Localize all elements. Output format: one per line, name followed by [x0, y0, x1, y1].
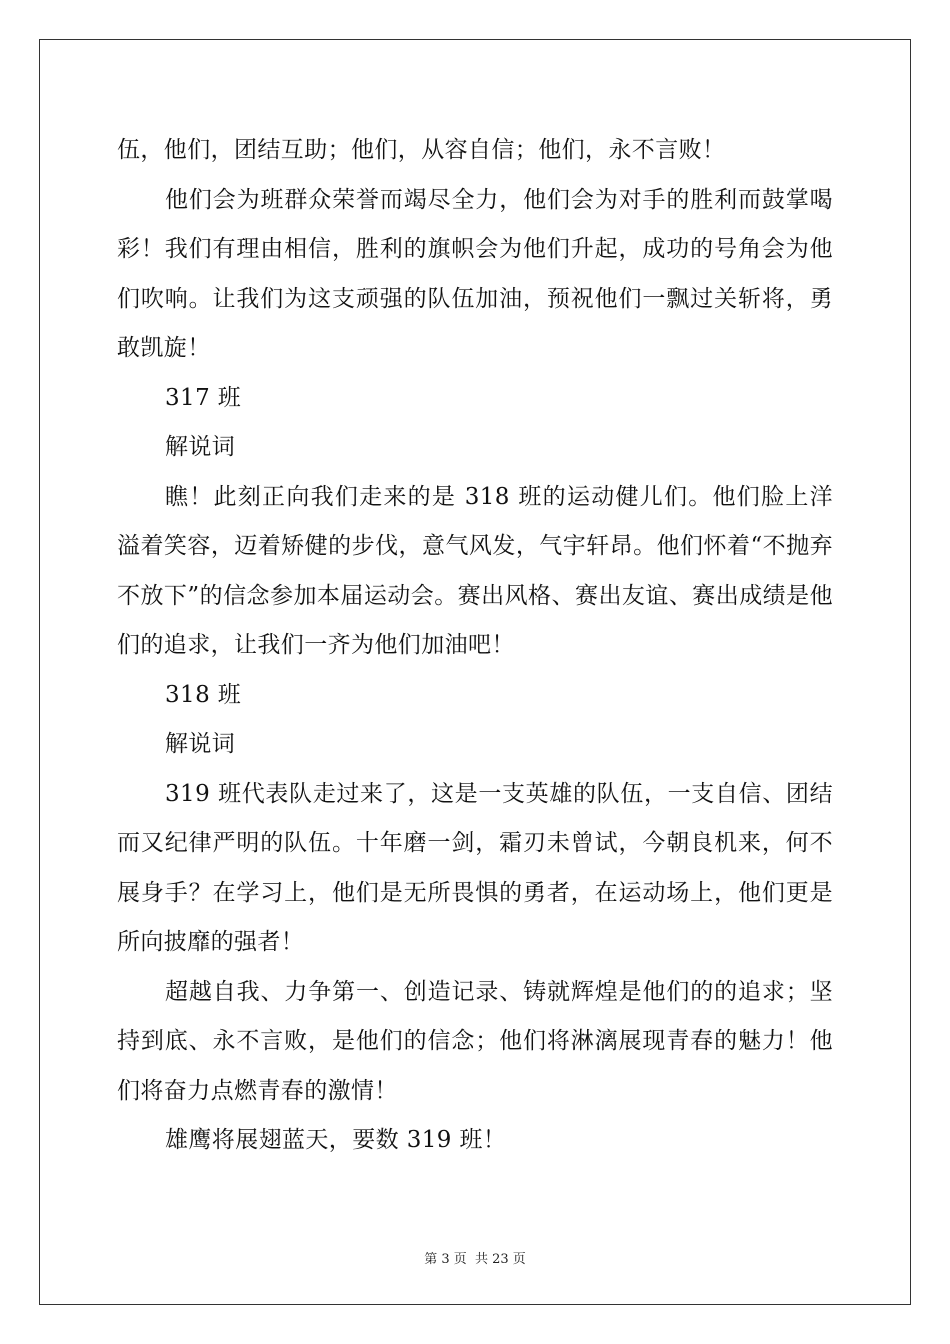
page-footer [0, 1248, 950, 1267]
document-body [117, 126, 833, 1166]
page-number: 第 3 页 [424, 1252, 467, 1267]
paragraph: 超越自我、力争第一、创造记录、铸就辉煌是他们的的追求；坚持到底、永不言败，是他们的信念；他们将淋漓展现青春的魅力！他们将奋力点燃青春的激情！ [117, 978, 833, 1104]
section-subheading: 解说词 [165, 434, 236, 460]
paragraph: 雄鹰将展翅蓝天，要数 319 班！ [165, 1127, 507, 1153]
section-heading: 317 班 [165, 384, 242, 411]
paragraph: 伍，他们，团结互助；他们，从容自信；他们，永不言败！ [117, 137, 726, 163]
paragraph: 瞧！此刻正向我们走来的是 318 班的运动健儿们。他们脸上洋溢着笑容，迈着矫健的步伐，意气风发，气宇轩昂。他们怀着“不抛弃不放下”的信念参加本届运动会。赛出风格、赛出友谊、赛出成绩是他们的追求，让我们一齐为他们加油吧！ [117, 483, 833, 658]
section-heading: 318 班 [165, 681, 242, 708]
section-subheading: 解说词 [165, 731, 236, 757]
page-total: 共 23 页 [474, 1252, 526, 1267]
paragraph: 319 班代表队走过来了，这是一支英雄的队伍，一支自信、团结而又纪律严明的队伍。十年磨一剑，霜刃未曾试，今朝良机来，何不展身手？在学习上，他们是无所畏惧的勇者，在运动场上，他们更是所向披靡的强者！ [117, 780, 833, 955]
paragraph: 他们会为班群众荣誉而竭尽全力，他们会为对手的胜利而鼓掌喝彩！我们有理由相信，胜利的旗帜会为他们升起，成功的号角会为他们吹响。让我们为这支顽强的队伍加油，预祝他们一飘过关斩将，勇敢凯旋！ [117, 186, 833, 361]
